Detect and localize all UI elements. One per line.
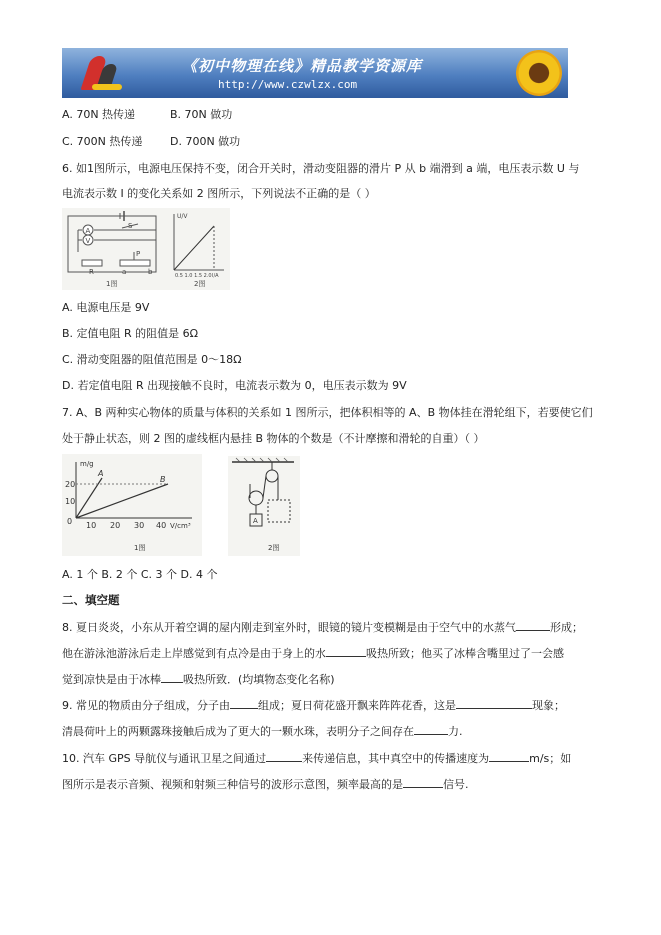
q10-text-1b: 来传递信息，其中真空中的传播速度为 xyxy=(302,752,490,765)
q9-text-1b: 组成；夏日荷花盛开飘来阵阵花香，这是 xyxy=(258,699,456,712)
banner-title: 《初中物理在线》精品教学资源库 xyxy=(182,57,423,75)
ui-graph xyxy=(174,214,224,270)
q9-blank-2[interactable] xyxy=(456,697,532,709)
q9-text-2a: 清晨荷叶上的两颗露珠接触后成为了更大的一颗水珠，表明分子之间存在 xyxy=(62,725,414,738)
q8-text-2b: 吸热所致；他买了冰棒含嘴里过了一会感 xyxy=(366,647,564,660)
q7-fig2-label: 2图 xyxy=(268,544,280,552)
q5-option-c: C. 700N 热传递 xyxy=(62,135,143,148)
q9-line1 xyxy=(62,697,565,713)
q9-text-1c: 现象； xyxy=(532,699,565,712)
q5-option-b: B. 70N 做功 xyxy=(170,108,233,121)
q6-fig2-xlabel: I/A xyxy=(212,273,219,279)
q6-option-a: A. 电源电压是 9V xyxy=(62,301,150,314)
q8-line3 xyxy=(62,671,335,687)
q10-text-2a: 图所示是表示音频、视频和射频三种信号的波形示意图，频率最高的是 xyxy=(62,778,403,791)
q7-stem-line1: 7. A、B 两种实心物体的质量与体积的关系如 1 图所示，把体积相等的 A、B 物体挂在滑轮组下，若要使它们 xyxy=(62,406,593,419)
q10-line2 xyxy=(62,776,469,792)
q7-fig2 xyxy=(228,456,300,556)
q7-stem-line2: 处于静止状态，则 2 图的虚线框内悬挂 B 物体的个数是（不计摩擦和滑轮的自重）（ ） xyxy=(62,432,485,445)
q7-ytick-10: 10 xyxy=(65,497,76,506)
slider-p-label: P xyxy=(136,250,141,258)
q6-fig2-ticks: 0.5 1.0 1.5 2.0 xyxy=(175,273,212,279)
q7-options: A. 1 个 B. 2 个 C. 3 个 D. 4 个 xyxy=(62,568,218,581)
q7-ytick-0: 0 xyxy=(67,517,73,526)
q7-fig1-xlabel: V/cm³ xyxy=(170,522,191,530)
q6-fig2-label: 2图 xyxy=(194,280,206,288)
q7-xtick-10: 10 xyxy=(86,521,97,530)
q6-circuit-and-graph xyxy=(62,208,230,290)
q8-blank-3[interactable] xyxy=(161,671,183,683)
q10-text-1c: m/s；如 xyxy=(529,752,572,765)
q10-line1 xyxy=(62,750,571,766)
q9-blank-3[interactable] xyxy=(414,723,448,735)
q8-text-3b: 吸热所致．(均填物态变化名称) xyxy=(183,673,335,686)
q7-xtick-20: 20 xyxy=(110,521,121,530)
series-a-label: A xyxy=(98,469,104,478)
voltmeter-label: V xyxy=(85,237,91,245)
q7-fig2-block-label: A xyxy=(253,517,258,525)
pulley-system-diagram xyxy=(228,456,300,556)
switch-label: S xyxy=(128,222,133,230)
q8-text-1a: 8. 夏日炎炎，小东从开着空调的屋内刚走到室外时，眼镜的镜片变模糊是由于空气中的水蒸气 xyxy=(62,621,516,634)
q7-ytick-20: 20 xyxy=(65,480,76,489)
q8-text-3a: 觉到凉快是由于冰棒 xyxy=(62,673,161,686)
q9-text-2b: 力. xyxy=(448,725,463,738)
q8-text-2a: 他在游泳池游泳后走上岸感觉到有点冷是由于身上的水 xyxy=(62,647,326,660)
q5-option-a: A. 70N 热传递 xyxy=(62,108,136,121)
q9-blank-1[interactable] xyxy=(230,697,258,709)
q8-blank-1[interactable] xyxy=(516,619,550,631)
q8-line2 xyxy=(62,645,564,661)
terminal-a-label: a xyxy=(122,268,127,276)
q6-stem-line1: 6. 如1图所示，电源电压保持不变，闭合开关时，滑动变阻器的滑片 P 从 b 端滑到 a 端，电压表示数 U 与 xyxy=(62,162,580,175)
circuit-diagram xyxy=(68,211,156,272)
q6-fig2-ylabel: U/V xyxy=(177,213,188,220)
q10-blank-3[interactable] xyxy=(403,776,443,788)
q6-figures xyxy=(62,208,230,290)
header-banner xyxy=(62,48,568,98)
q7-fig1-ylabel: m/g xyxy=(80,460,94,468)
q10-text-2b: 信号. xyxy=(443,778,469,791)
resistor-label: R xyxy=(89,268,94,276)
q8-blank-2[interactable] xyxy=(326,645,366,657)
sunflower-icon xyxy=(516,50,562,96)
ammeter-label: A xyxy=(85,227,91,235)
q10-blank-2[interactable] xyxy=(489,750,529,762)
terminal-b-label: b xyxy=(148,268,153,276)
q6-option-c: C. 滑动变阻器的阻值范围是 0～18Ω xyxy=(62,353,242,366)
q10-text-1a: 10. 汽车 GPS 导航仪与通讯卫星之间通过 xyxy=(62,752,267,765)
section-heading: 二、填空题 xyxy=(62,593,120,607)
q7-fig1-label: 1图 xyxy=(134,544,146,552)
q10-blank-1[interactable] xyxy=(266,750,302,762)
q6-stem-line2: 电流表示数 I 的变化关系如 2 图所示，下列说法不正确的是（ ） xyxy=(62,187,376,200)
q5-option-d: D. 700N 做功 xyxy=(170,135,241,148)
q9-text-1a: 9. 常见的物质由分子组成，分子由 xyxy=(62,699,230,712)
q9-line2 xyxy=(62,723,463,739)
q7-fig1 xyxy=(62,454,202,556)
q7-xtick-30: 30 xyxy=(134,521,145,530)
q8-line1 xyxy=(62,619,583,635)
q7-xtick-40: 40 xyxy=(156,521,167,530)
banner-url: http://www.czwlzx.com xyxy=(218,78,358,91)
q6-option-b: B. 定值电阻 R 的阻值是 6Ω xyxy=(62,327,199,340)
mass-volume-graph xyxy=(62,454,202,556)
q8-text-1b: 形成； xyxy=(550,621,583,634)
logo-icon-base xyxy=(92,84,122,90)
q6-option-d: D. 若定值电阻 R 出现接触不良时，电流表示数为 0，电压表示数为 9V xyxy=(62,379,407,392)
q6-fig1-label: 1图 xyxy=(106,280,118,288)
series-b-label: B xyxy=(160,475,166,484)
